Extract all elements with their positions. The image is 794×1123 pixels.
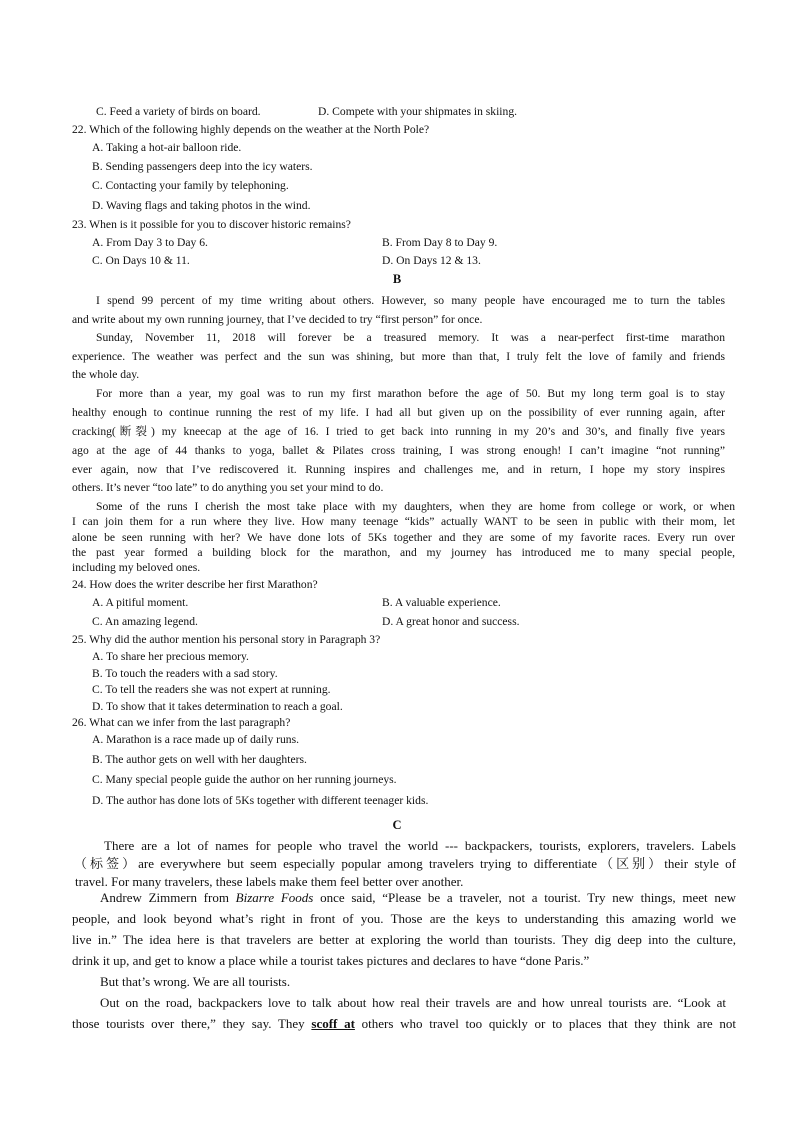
q25-option-b: B. To touch the readers with a sad story.: [92, 667, 278, 680]
q24-stem: 24. How does the writer describe her first Marathon?: [72, 578, 318, 591]
q26-option-b: B. The author gets on well with her daughters.: [92, 753, 307, 766]
q22-stem: 22. Which of the following highly depends on the weather at the North Pole?: [72, 123, 430, 136]
passage-b-line: I can join them for a run where they live. How many teenage “kids” actually WANT to be seen in public with their mom, let: [72, 515, 735, 528]
q22-option-b: B. Sending passengers deep into the icy waters.: [92, 160, 313, 173]
passage-c-line: Andrew Zimmern from Bizarre Foods once said, “Please be a traveler, not a tourist. Try new things, meet new: [100, 890, 736, 905]
q26-option-a: A. Marathon is a race made up of daily runs.: [92, 733, 300, 746]
passage-b-line: healthy enough to continue running the rest of my life. I had all but given up on the possibility of ever running again, after: [72, 406, 725, 419]
q25-option-d: D. To show that it takes determination to reach a goal.: [92, 700, 343, 713]
passage-c-line: drink it up, and get to know a place while a tourist takes pictures and declares to have “done Paris.”: [72, 953, 590, 968]
q23-option-a: A. From Day 3 to Day 6.: [92, 236, 208, 249]
show-title: Bizarre Foods: [235, 890, 314, 905]
section-c-heading: C: [392, 818, 402, 832]
q25-option-c: C. To tell the readers she was not expert at running.: [92, 683, 331, 696]
q23-option-b: B. From Day 8 to Day 9.: [382, 236, 498, 249]
q24-option-b: B. A valuable experience.: [382, 596, 501, 609]
q21-option-d: D. Compete with your shipmates in skiing.: [318, 105, 518, 118]
passage-b-line: the past year formed a building block for the marathon, and my journey has introduced me to many special people,: [72, 546, 735, 559]
passage-c-line: live in.” The idea here is that travelers are better at exploring the world than tourists. They dig deep into the culture,: [72, 932, 736, 947]
passage-b-line: others. It’s never “too late” to do anything you set your mind to do.: [72, 481, 384, 494]
passage-b-line: including my beloved ones.: [72, 561, 201, 574]
passage-b-line: Sunday, November 11, 2018 will forever be a treasured memory. It was a near-perfect first-time marathon: [96, 331, 725, 344]
q22-option-d: D. Waving flags and taking photos in the wind.: [92, 199, 311, 212]
q22-option-c: C. Contacting your family by telephoning.: [92, 179, 289, 192]
passage-c-line: There are a lot of names for people who travel the world --- backpackers, tourists, explorers, travelers. Labels: [104, 838, 736, 853]
q26-option-d: D. The author has done lots of 5Ks together with different teenager kids.: [92, 794, 429, 807]
passage-c-line: （标签）are everywhere but seem especially popular among travelers trying to differentiate（区别）their style of: [74, 856, 736, 871]
passage-b-line: For more than a year, my goal was to run my first marathon before the age of 50. But my long term goal is to stay: [96, 387, 725, 400]
passage-b-line: the whole day.: [72, 368, 140, 381]
q25-stem: 25. Why did the author mention his personal story in Paragraph 3?: [72, 633, 381, 646]
q22-option-a: A. Taking a hot-air balloon ride.: [92, 141, 242, 154]
q24-option-d: D. A great honor and success.: [382, 615, 520, 628]
passage-c-line: Out on the road, backpackers love to talk about how real their travels are and how unreal tourists are. “Look at: [100, 995, 726, 1010]
passage-c-line: those tourists over there,” they say. They scoff at others who travel too quickly or to places that they think are not: [72, 1016, 736, 1031]
q23-option-c: C. On Days 10 & 11.: [92, 254, 190, 267]
q23-option-d: D. On Days 12 & 13.: [382, 254, 481, 267]
passage-c-line: travel. For many travelers, these labels make them feel better over another.: [75, 874, 464, 889]
passage-b-line: and write about my own running journey, that I’ve decided to try “first person” for once.: [72, 313, 483, 326]
q24-option-c: C. An amazing legend.: [92, 615, 198, 628]
q26-option-c: C. Many special people guide the author on her running journeys.: [92, 773, 397, 786]
passage-b-line: experience. The weather was perfect and the sun was shining, but more than that, I truly felt the love of family and friends: [72, 350, 725, 363]
section-b-heading: B: [392, 272, 402, 286]
q21-option-c: C. Feed a variety of birds on board.: [96, 105, 261, 118]
q24-option-a: A. A pitiful moment.: [92, 596, 189, 609]
q25-option-a: A. To share her precious memory.: [92, 650, 249, 663]
passage-b-line: alone be seen running with her? We have done lots of 5Ks together and they are some of my favorite races. Every run over: [72, 531, 735, 544]
passage-b-line: cracking(断裂) my kneecap at the age of 16. I tried to get back into running in my 20’s and 30’s, and finally five years: [72, 425, 725, 438]
passage-c-line: people, and look beyond what’s right in front of you. Those are the keys to understanding this amazing world we: [72, 911, 736, 926]
passage-b-line: Some of the runs I cherish the most take place with my daughters, when they are home from college or work, or when: [96, 500, 735, 513]
q23-stem: 23. When is it possible for you to discover historic remains?: [72, 218, 351, 231]
passage-b-line: I spend 99 percent of my time writing about others. However, so many people have encouraged me to turn the tables: [96, 294, 725, 307]
underlined-phrase: scoff at: [311, 1016, 355, 1031]
q26-stem: 26. What can we infer from the last paragraph?: [72, 716, 291, 729]
passage-c-line: But that’s wrong. We are all tourists.: [100, 974, 291, 989]
passage-b-line: ago at the age of 44 thanks to yoga, ballet & Pilates cross training, I was strong enough! I can’t imagine “not running”: [72, 444, 725, 457]
passage-b-line: ever again, now that I’ve rediscovered it. Running inspires and challenges me, and in return, I hope my story inspires: [72, 463, 725, 476]
